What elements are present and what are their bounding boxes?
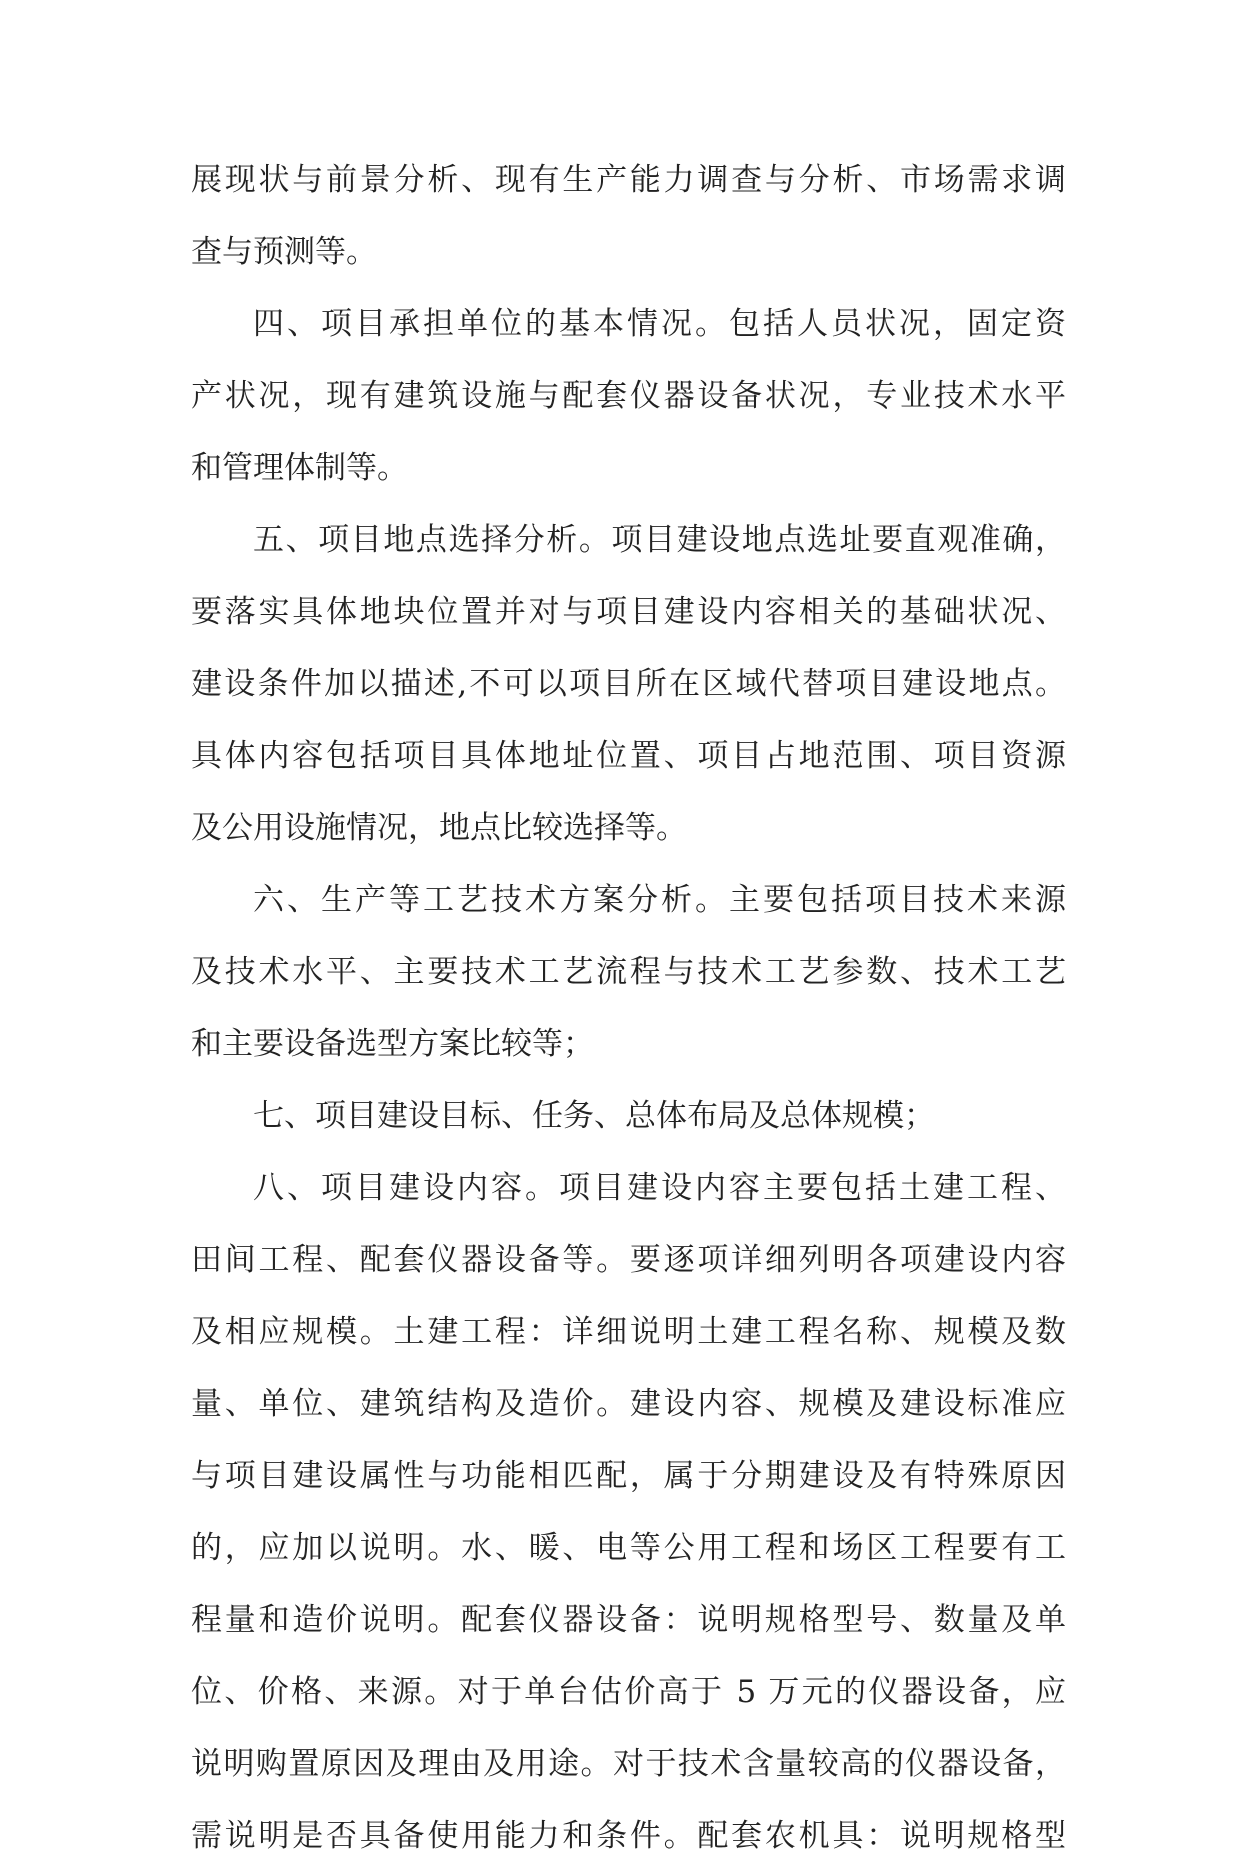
text-line: 产状况，现有建筑设施与配套仪器设备状况，专业技术水平 — [191, 378, 1066, 414]
text-line: 要落实具体地块位置并对与项目建设内容相关的基础状况、 — [191, 594, 1066, 630]
body-text — [191, 156, 1066, 1860]
text-line: 查与预测等。 — [191, 234, 377, 270]
text-line: 六、生产等工艺技术方案分析。主要包括项目技术来源 — [253, 882, 1066, 918]
text-line: 和管理体制等。 — [191, 450, 408, 486]
text-line: 的，应加以说明。水、暖、电等公用工程和场区工程要有工 — [191, 1530, 1066, 1566]
text-line: 需说明是否具备使用能力和条件。配套农机具：说明规格型 — [191, 1818, 1066, 1854]
text-line: 具体内容包括项目具体地址位置、项目占地范围、项目资源 — [191, 738, 1066, 774]
text-line: 量、单位、建筑结构及造价。建设内容、规模及建设标准应 — [191, 1386, 1066, 1422]
text-line: 田间工程、配套仪器设备等。要逐项详细列明各项建设内容 — [191, 1242, 1066, 1278]
text-line: 八、项目建设内容。项目建设内容主要包括土建工程、 — [253, 1170, 1066, 1206]
text-line: 和主要设备选型方案比较等； — [191, 1026, 594, 1062]
text-line: 展现状与前景分析、现有生产能力调查与分析、市场需求调 — [191, 162, 1066, 198]
text-line: 程量和造价说明。配套仪器设备：说明规格型号、数量及单 — [191, 1602, 1066, 1638]
text-line: 及公用设施情况，地点比较选择等。 — [191, 810, 687, 846]
text-line: 五、项目地点选择分析。项目建设地点选址要直观准确， — [253, 522, 1066, 558]
text-line: 位、价格、来源。对于单台估价高于 5 万元的仪器设备，应 — [191, 1674, 1066, 1710]
text-line: 及技术水平、主要技术工艺流程与技术工艺参数、技术工艺 — [191, 954, 1066, 990]
text-line: 及相应规模。土建工程：详细说明土建工程名称、规模及数 — [191, 1314, 1066, 1350]
text-line: 建设条件加以描述,不可以项目所在区域代替项目建设地点。 — [191, 666, 1066, 702]
text-line: 四、项目承担单位的基本情况。包括人员状况，固定资 — [253, 306, 1066, 342]
text-line: 说明购置原因及理由及用途。对于技术含量较高的仪器设备， — [191, 1746, 1066, 1782]
text-line: 与项目建设属性与功能相匹配，属于分期建设及有特殊原因 — [191, 1458, 1066, 1494]
text-line: 七、项目建设目标、任务、总体布局及总体规模； — [253, 1098, 935, 1134]
